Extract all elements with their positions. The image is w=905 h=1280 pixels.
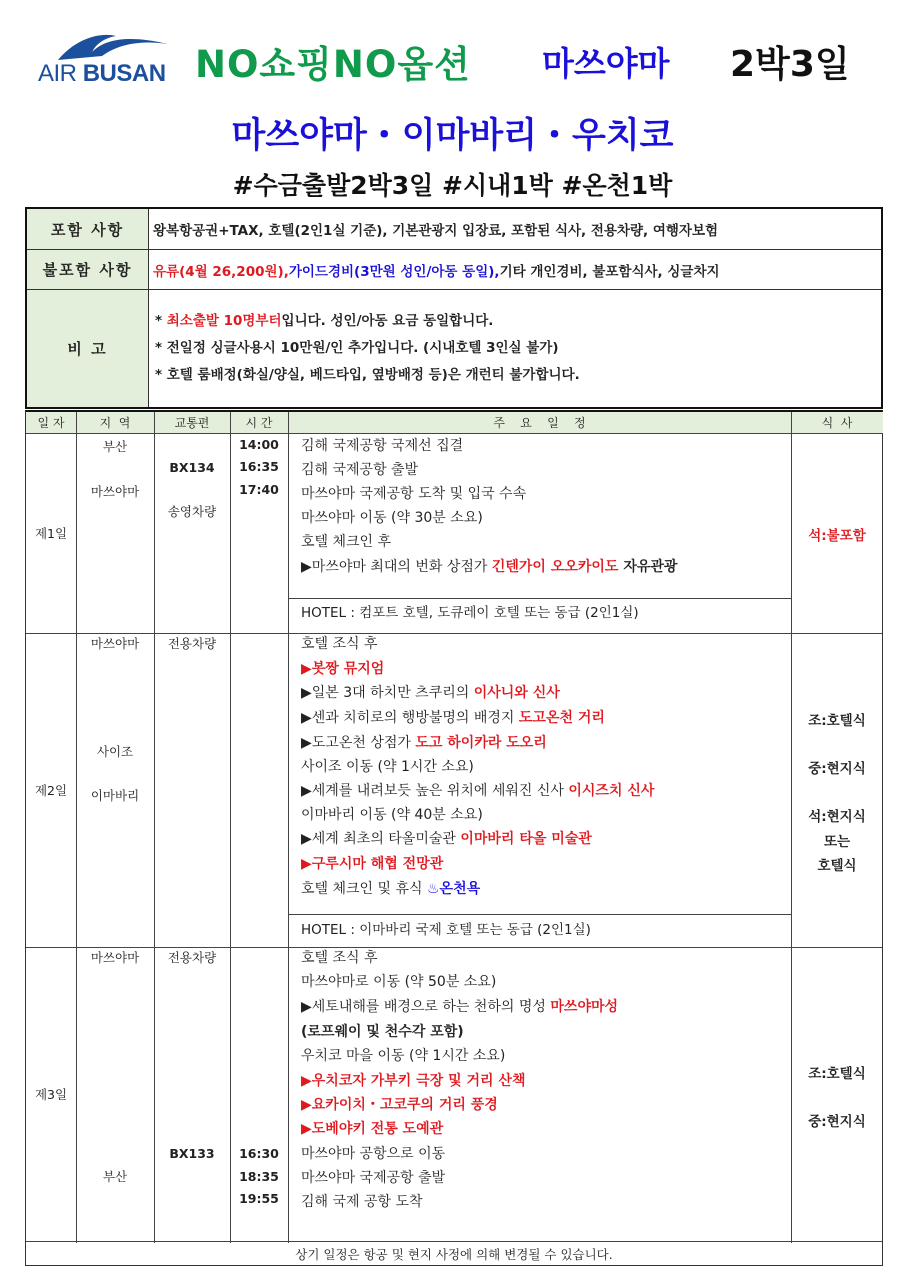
schedule-line: 마쓰야마로 이동 (약 50분 소요) (301, 974, 497, 990)
region: 마쓰야마 (90, 950, 140, 965)
schedule-line: 호텔 조식 후 (301, 950, 378, 966)
schedule-line-highlight: ▶센과 치히로의 행방불명의 배경지 도고온천 거리 (301, 710, 605, 726)
header-meals: 식 사 (791, 412, 883, 434)
transport: 송영차량 (167, 504, 217, 519)
schedule-line: 마쓰야마 이동 (약 30분 소요) (301, 510, 483, 526)
meal: 조:호텔식 (808, 713, 866, 729)
meal: 또는 (823, 834, 851, 850)
schedule-line: 김해 국제 공항 도착 (301, 1194, 423, 1210)
time: 19:55 (239, 1191, 279, 1206)
schedule-line-highlight: ▶세계를 내려보듯 높은 위치에 세워진 신사 이시즈치 신사 (301, 783, 655, 799)
hotel-info: HOTEL : 컴포트 호텔, 도큐레이 호텔 또는 동급 (2인1실) (301, 605, 639, 621)
schedule-line-highlight: 호텔 체크인 및 휴식 ♨온천욕 (301, 881, 481, 897)
time: 16:30 (239, 1146, 279, 1161)
day-label: 제1일 (34, 526, 68, 541)
transport: 전용차량 (167, 636, 217, 651)
included-value: 왕복항공권+TAX, 호텔(2인1실 기준), 기본관광지 입장료, 포함된 식사, 전용차량, 여행자보험 (153, 223, 719, 239)
notes-row (27, 290, 881, 407)
header-transport: 교통편 (154, 412, 230, 434)
notes-list (155, 308, 580, 389)
schedule-line: 마쓰야마 국제공항 도착 및 입국 수속 (301, 486, 527, 502)
schedule-line-highlight: ▶우치코자 가부키 극장 및 거리 산책 (301, 1073, 526, 1089)
excluded-guide: 가이드경비(3만원 성인/아동 동일), (288, 263, 500, 280)
region: 이마바리 (90, 788, 140, 803)
note-single-charge: * 전일정 싱글사용시 10만원/인 추가입니다. (시내호텔 3인실 불가) (155, 340, 559, 356)
day-label: 제3일 (34, 1087, 68, 1102)
schedule-line-highlight: ▶도고온천 상점가 도고 하이카라 도오리 (301, 735, 547, 751)
notes-label: 비 고 (27, 290, 149, 407)
meal: 조:호텔식 (808, 1066, 866, 1082)
excluded-label: 불포함 사항 (27, 250, 149, 289)
schedule-line-highlight: ▶세계 최초의 타올미술관 이마바리 타올 미술관 (301, 831, 592, 847)
onsen-icon: ♨온천욕 (427, 881, 481, 897)
schedule-line: 마쓰야마 공항으로 이동 (301, 1146, 446, 1162)
region: 마쓰야마 (90, 636, 140, 651)
schedule-line: 마쓰야마 국제공항 출발 (301, 1170, 446, 1186)
schedule-table (25, 410, 883, 1266)
note-room-assignment: * 호텔 룸배정(화실/양실, 베드타입, 옆방배정 등)은 개런티 불가합니다. (155, 367, 580, 383)
time: 18:35 (239, 1169, 279, 1184)
meal: 호텔식 (817, 858, 857, 874)
logo-text: AIR BUSAN (38, 60, 166, 87)
schedule-line-highlight: ▶봇짱 뮤지엄 (301, 661, 385, 677)
excluded-value (153, 250, 720, 289)
schedule-line-highlight: ▶마쓰야마 최대의 번화 상점가 긴텐가이 오오카이도 자유관광 (301, 559, 678, 575)
title-destination: 마쓰야마 (542, 44, 670, 83)
seagull-logo-icon (56, 30, 171, 62)
transport: 전용차량 (167, 950, 217, 965)
header-time: 시 간 (230, 412, 288, 434)
schedule-line: 사이조 이동 (약 1시간 소요) (301, 759, 474, 775)
schedule-line-highlight: ▶일본 3대 하치만 츠쿠리의 이사니와 신사 (301, 685, 560, 701)
day-label: 제2일 (34, 783, 68, 798)
info-box (25, 207, 883, 409)
region: 부산 (102, 439, 128, 454)
time: 14:00 (239, 437, 279, 452)
region: 사이조 (96, 744, 134, 759)
meal: 석:불포함 (808, 528, 866, 544)
region: 마쓰야마 (90, 484, 140, 499)
excluded-rest: 기타 개인경비, 불포함식사, 싱글차지 (499, 263, 720, 280)
title-duration: 2박3일 (730, 44, 850, 85)
hashtags: #수금출발2박3일 #시내1박 #온천1박 (232, 171, 673, 200)
schedule-line-highlight: ▶구루시마 해협 전망관 (301, 856, 444, 872)
header-date: 일 자 (26, 412, 76, 434)
schedule-line: 우치코 마을 이동 (약 1시간 소요) (301, 1048, 506, 1064)
schedule-line-highlight: ▶도베야키 전통 도예관 (301, 1121, 444, 1137)
schedule-line: 호텔 체크인 후 (301, 534, 392, 550)
included-label: 포함 사항 (27, 209, 149, 249)
header-region: 지 역 (76, 412, 154, 434)
meal: 석:현지식 (808, 809, 866, 825)
flight-number: BX133 (169, 1146, 215, 1161)
excluded-fuel: 유류(4월 26,200원), (153, 263, 289, 280)
schedule-line: 김해 국제공항 국제선 집결 (301, 438, 464, 454)
subtitle-cities: 마쓰야마・이마바리・우치코 (231, 116, 674, 156)
schedule-line-highlight: ▶세토내해를 배경으로 하는 천하의 명성 마쓰야마성 (301, 999, 619, 1015)
included-row (27, 209, 881, 250)
time: 17:40 (239, 482, 279, 497)
schedule-line: (로프웨이 및 천수각 포함) (301, 1024, 464, 1040)
schedule-line: 김해 국제공항 출발 (301, 462, 419, 478)
air-busan-logo (38, 30, 173, 86)
note-min-departure: * 최소출발 10명부터입니다. 성인/아동 요금 동일합니다. (155, 313, 494, 329)
meal: 중:현지식 (808, 761, 866, 777)
region: 부산 (102, 1169, 128, 1184)
title-no-shopping: NO쇼핑NO옵션 (195, 43, 471, 86)
schedule-line: 호텔 조식 후 (301, 636, 378, 652)
schedule-line-highlight: ▶요카이치・고코쿠의 거리 풍경 (301, 1097, 498, 1113)
flight-number: BX134 (169, 460, 215, 475)
excluded-row (27, 250, 881, 290)
time: 16:35 (239, 459, 279, 474)
hotel-info: HOTEL : 이마바리 국제 호텔 또는 동급 (2인1실) (301, 922, 591, 938)
meal: 중:현지식 (808, 1114, 866, 1130)
footer-notice: 상기 일정은 항공 및 현지 사정에 의해 변경될 수 있습니다. (26, 1241, 882, 1265)
header-schedule: 주 요 일 정 (288, 412, 791, 434)
schedule-line: 이마바리 이동 (약 40분 소요) (301, 807, 483, 823)
